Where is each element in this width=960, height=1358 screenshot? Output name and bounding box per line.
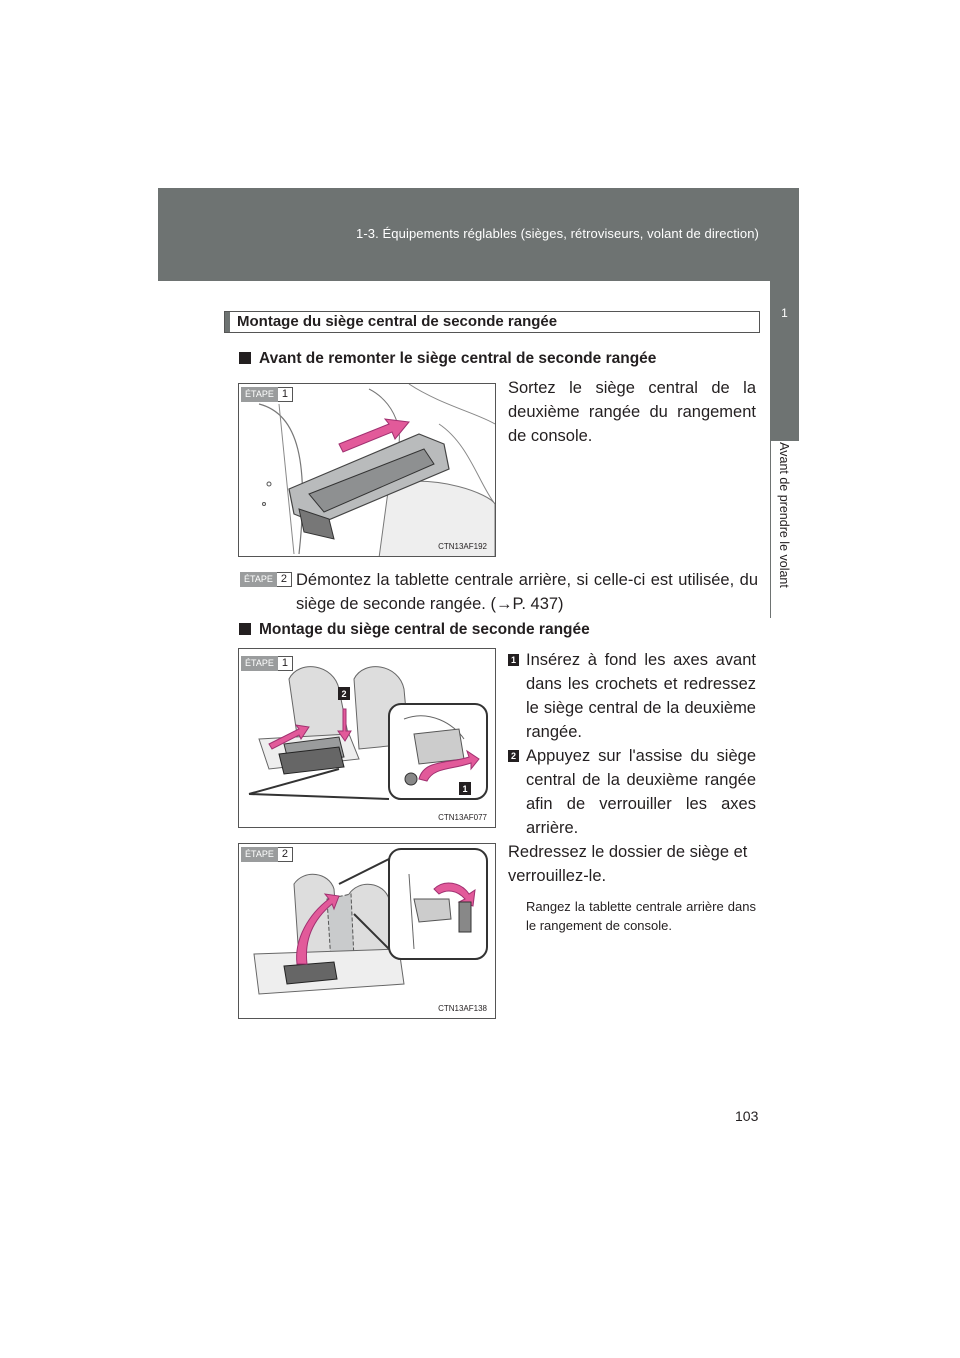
subsection-heading-text: Montage du siège central de seconde rangée <box>259 621 590 638</box>
step-text-line1: Démontez la tablette centrale arrière, si celle-ci est utilisée, du <box>296 571 758 589</box>
step-badge <box>241 387 293 402</box>
step-number: 1 <box>278 656 293 671</box>
subsection-heading-text: Avant de remonter le siège central de seconde rangée <box>259 350 657 367</box>
svg-text:1: 1 <box>462 784 468 794</box>
square-bullet-icon <box>239 623 251 635</box>
figure-seat-install <box>238 648 496 828</box>
step-label: ÉTAPE <box>241 387 278 402</box>
figure-code: CTN13AF192 <box>438 542 487 551</box>
step-badge <box>241 656 293 671</box>
section-title <box>224 311 760 333</box>
seatback-illustration <box>239 844 496 1019</box>
chapter-header <box>158 188 799 281</box>
step-badge <box>240 572 292 587</box>
square-bullet-icon <box>239 352 251 364</box>
step-number: 2 <box>278 847 293 862</box>
section-title-text: Montage du siège central de seconde rangée <box>237 313 558 330</box>
step-number: 1 <box>278 387 293 402</box>
marker-2: 2 <box>508 750 519 762</box>
instruction-text: Appuyez sur l'assise du siège central de la deuxième rangée afin de verrouiller les axes arrière. <box>526 747 756 837</box>
step-badge <box>241 847 293 862</box>
figure-code: CTN13AF138 <box>438 1004 487 1013</box>
marker-1: 1 <box>508 654 519 666</box>
svg-text:2: 2 <box>341 689 347 699</box>
figure-console-removal <box>238 383 496 557</box>
step-text: Sortez le siège central de la deuxième rangée du rangement de console. <box>508 379 756 445</box>
figure-code: CTN13AF077 <box>438 813 487 822</box>
breadcrumb: 1-3. Équipements réglables (sièges, rétroviseurs, volant de direction) <box>356 226 759 241</box>
note-text: Rangez la tablette centrale arrière dans le rangement de console. <box>526 899 756 933</box>
step-number: 2 <box>277 572 292 587</box>
page-number: 103 <box>735 1108 759 1124</box>
seat-install-illustration <box>239 649 496 828</box>
subsection-heading <box>239 350 656 368</box>
title-bar <box>225 312 230 332</box>
step-label: ÉTAPE <box>241 847 278 862</box>
step-label: ÉTAPE <box>240 572 277 587</box>
step-label: ÉTAPE <box>241 656 278 671</box>
step-text-line2: siège de seconde rangée. (→P. 437) <box>296 595 564 613</box>
step-text: Redressez le dossier de siège et verrouillez-le. <box>508 843 748 885</box>
chapter-label: Avant de prendre le volant <box>777 442 791 588</box>
chapter-number: 1 <box>781 306 788 320</box>
subsection-heading <box>239 621 590 639</box>
seat-console-illustration <box>239 384 496 557</box>
instruction-text: Insérez à fond les axes avant dans les crochets et redressez le siège central de la deuxième rangée. <box>526 651 756 741</box>
figure-seatback-lock <box>238 843 496 1019</box>
divider <box>770 441 771 618</box>
